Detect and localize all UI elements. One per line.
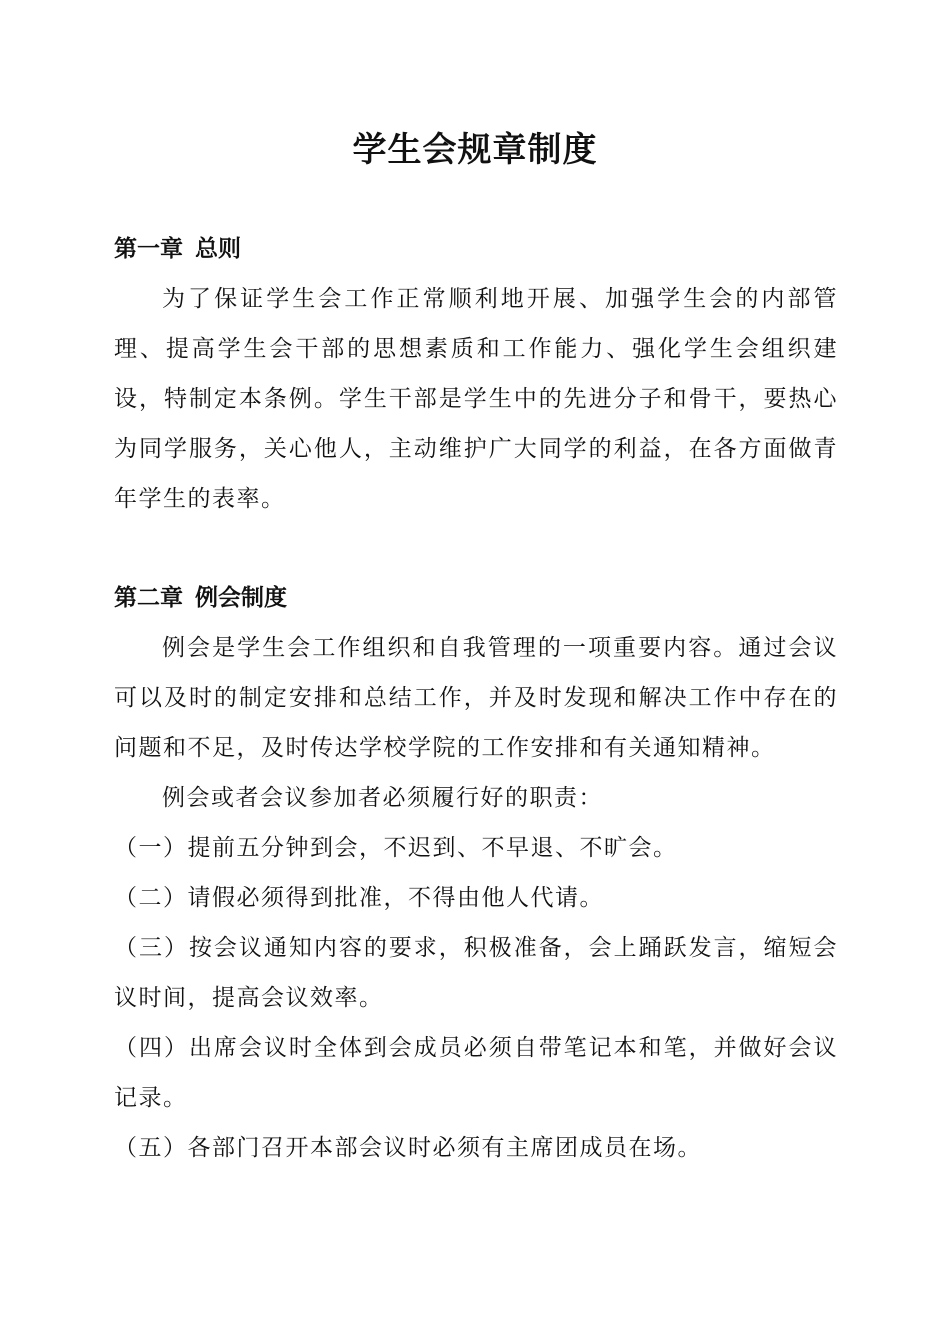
duty-item-5: （五）各部门召开本部会议时必须有主席团成员在场。 bbox=[114, 1135, 702, 1161]
duty-item-2: （二）请假必须得到批准，不得由他人代请。 bbox=[114, 885, 604, 911]
duty-item-1: （一）提前五分钟到会，不迟到、不早退、不旷会。 bbox=[114, 835, 678, 861]
chapter-2-name: 例会制度 bbox=[195, 585, 287, 611]
chapter-1-name: 总则 bbox=[195, 236, 241, 262]
chapter-2-number: 第二章 bbox=[114, 585, 183, 611]
chapter-1-paragraph: 为了保证学生会工作正常顺利地开展、加强学生会的内部管理、提高学生会干部的思想素质和工作能力、强化学生会组织建设，特制定本条例。学生干部是学生中的先进分子和骨干，要热心为同学服务，关心他人，主动维护广大同学的利益，在各方面做青年学生的表率。 bbox=[114, 286, 838, 512]
document-title: 学生会规章制度 bbox=[352, 130, 598, 170]
duty-item-3: （三）按会议通知内容的要求，积极准备，会上踊跃发言，缩短会议时间，提高会议效率。 bbox=[114, 935, 838, 1011]
chapter-2-paragraph-1: 例会是学生会工作组织和自我管理的一项重要内容。通过会议可以及时的制定安排和总结工作，并及时发现和解决工作中存在的问题和不足，及时传达学校学院的工作安排和有关通知精神。 bbox=[114, 635, 838, 761]
chapter-2-heading bbox=[114, 581, 287, 615]
duty-item-4: （四）出席会议时全体到会成员必须自带笔记本和笔，并做好会议记录。 bbox=[114, 1035, 838, 1111]
chapter-2-paragraph-2: 例会或者会议参加者必须履行好的职责： bbox=[162, 785, 603, 811]
chapter-1-heading bbox=[114, 232, 241, 266]
chapter-1-number: 第一章 bbox=[114, 236, 183, 262]
